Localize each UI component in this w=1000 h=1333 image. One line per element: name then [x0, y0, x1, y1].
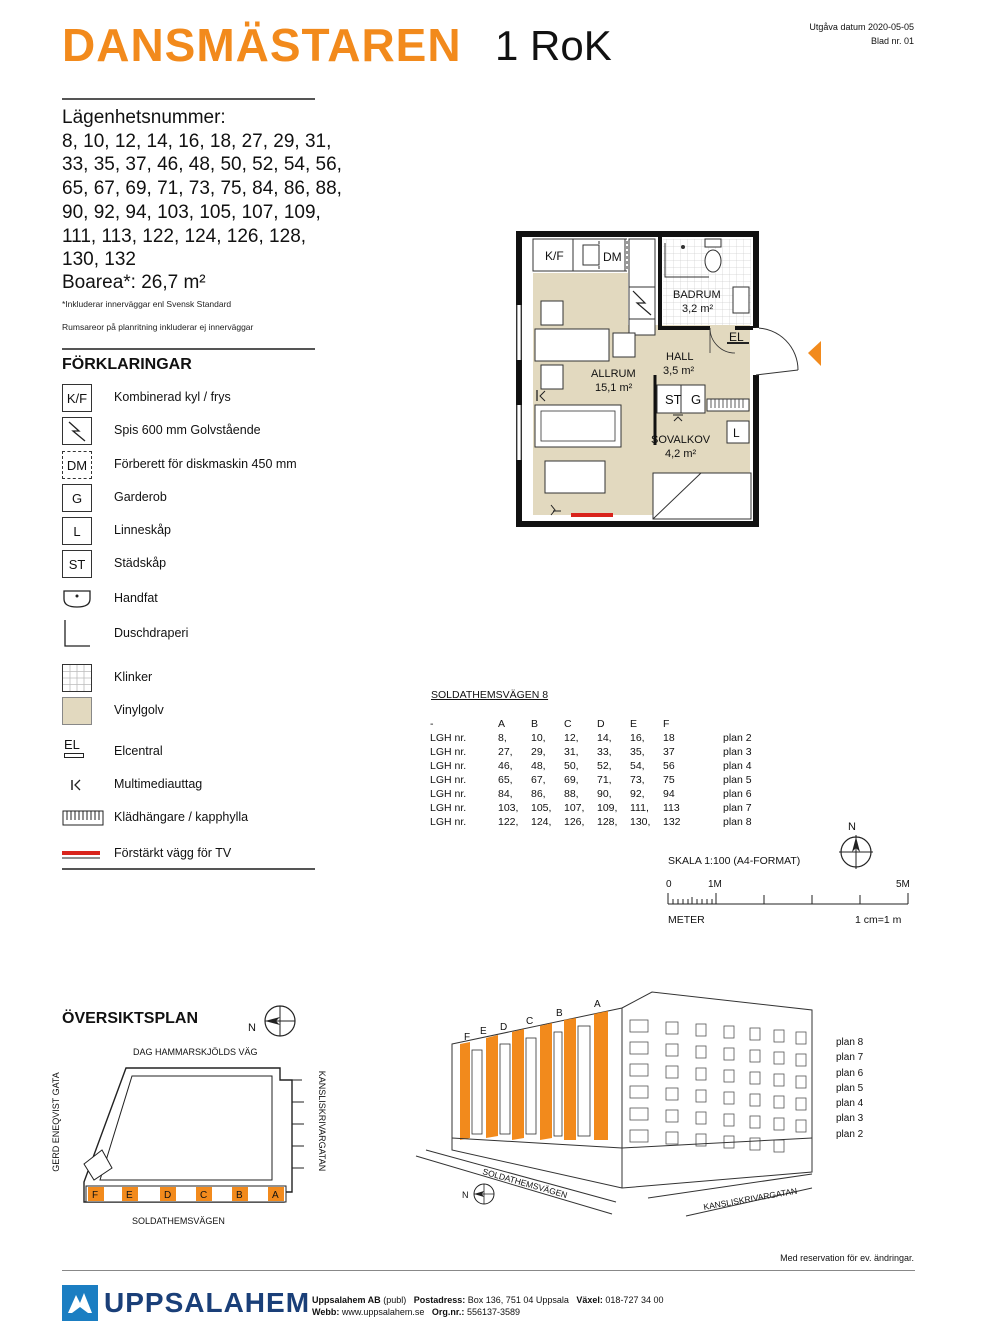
shower-curtain-icon: [62, 620, 92, 648]
company-info: Uppsalahem AB (publ) Postadress: Box 136, 751 04 Uppsala Växel: 018-727 34 00 Webb: www.uppsalahem.se Org.nr.: 556137-3589: [312, 1295, 664, 1317]
apartment-line: 111, 113, 122, 124, 126, 128,: [62, 225, 307, 247]
north-arrow-icon: [836, 818, 878, 870]
sink-icon: [62, 585, 92, 613]
table-row: LGH nr. 122, 124, 126, 128, 130, 132 plan 8: [430, 816, 752, 828]
plan-label: plan 3: [836, 1113, 864, 1125]
legend-text: Förstärkt vägg för TV: [114, 846, 232, 860]
vinyl-floor-icon: [62, 697, 92, 725]
legend-text: Förberett för diskmaskin 450 mm: [114, 457, 297, 471]
legend-text: Städskåp: [114, 556, 167, 570]
legend-item: [62, 550, 322, 582]
legend-item: [62, 484, 322, 516]
plan-label: plan 2: [836, 1128, 864, 1140]
room-area-note: Rumsareor på planritning inkluderar ej innerväggar: [62, 322, 254, 332]
svg-text:B: B: [556, 1008, 563, 1019]
bathroom-area: 3,2 m²: [682, 303, 714, 315]
table-cell: D: [597, 718, 605, 730]
apartment-numbers: [62, 106, 362, 272]
svg-text:C: C: [526, 1016, 534, 1027]
legend-item: [62, 620, 322, 652]
legend-text: Klinker: [114, 670, 153, 684]
apartment-line: 8, 10, 12, 14, 16, 18, 27, 29, 31,: [62, 130, 332, 152]
apartment-line: 130, 132: [62, 249, 136, 271]
alcove-label: SOVALKOV: [651, 434, 711, 446]
table-cell: -: [430, 718, 434, 730]
apartment-line: 33, 35, 37, 46, 48, 50, 52, 54, 56,: [62, 154, 342, 176]
svg-text:D: D: [500, 1022, 508, 1033]
table-cell: [723, 718, 752, 732]
project-title: DANSMÄSTAREN: [62, 19, 462, 71]
alcove-area: 4,2 m²: [665, 448, 697, 460]
svg-text:A: A: [272, 1190, 279, 1201]
issue-meta: [809, 20, 914, 48]
legend-text: Vinylgolv: [114, 703, 164, 717]
divider: [62, 98, 315, 100]
fridge-freezer-icon: K/F: [62, 384, 92, 412]
table-row: LGH nr. 8, 10, 12, 14, 16, 18 plan 2: [430, 732, 752, 744]
scale-five: 5M: [896, 879, 910, 890]
svg-text:SOLDATHEMSVÄGEN: SOLDATHEMSVÄGEN: [481, 1166, 569, 1201]
linen-cabinet-icon: L: [62, 517, 92, 545]
legend-item: [62, 451, 322, 483]
legend-item: [62, 771, 322, 803]
plan-label: plan 7: [836, 1052, 864, 1064]
overview-north-icon: [248, 1003, 300, 1039]
legend-item: [62, 738, 322, 770]
dishwasher-icon: DM: [62, 451, 92, 479]
plan-label: plan 6: [836, 1067, 864, 1079]
svg-text:C: C: [200, 1190, 208, 1201]
legend-text: Klädhängare / kapphylla: [114, 810, 249, 824]
kf-label: K/F: [545, 249, 564, 263]
table-row: LGH nr. 27, 29, 31, 33, 35, 37 plan 3: [430, 746, 752, 758]
overview-map: [80, 1062, 310, 1212]
legend-text: Kombinerad kyl / frys: [114, 390, 231, 404]
svg-text:N: N: [248, 1022, 256, 1034]
overview-title: ÖVERSIKTSPLAN: [62, 1010, 199, 1027]
legend-text: Linneskåp: [114, 523, 171, 537]
svg-text:N: N: [848, 821, 856, 833]
apartment-label: Lägenhetsnummer:: [62, 107, 226, 128]
svg-text:KANSLISKRIVARGATAN: KANSLISKRIVARGATAN: [702, 1185, 798, 1212]
apartment-line: 65, 67, 69, 71, 73, 75, 84, 86, 88,: [62, 178, 342, 200]
footer-divider: [62, 1270, 915, 1271]
table-cell: B: [531, 718, 539, 730]
street-bottom: SOLDATHEMSVÄGEN: [132, 1216, 225, 1226]
logo-text: UPPSALAHEM: [104, 1287, 311, 1318]
legend-item: [62, 664, 322, 696]
electrical-panel-icon: EL: [62, 738, 92, 766]
scale-unit: METER: [668, 914, 705, 926]
svg-text:D: D: [164, 1190, 172, 1201]
dm-label: DM: [603, 250, 622, 264]
table-row: LGH nr. 65, 67, 69, 71, 73, 75 plan 5: [430, 774, 752, 786]
svg-text:E: E: [126, 1190, 133, 1201]
table-row: LGH nr. 46, 48, 50, 52, 54, 56 plan 4: [430, 760, 752, 772]
svg-text:E: E: [480, 1026, 487, 1037]
living-area: Boarea*: 26,7 m²: [62, 272, 206, 293]
plan-label: plan 4: [836, 1098, 864, 1110]
table-cell: C: [564, 718, 572, 730]
hall-label: HALL: [666, 351, 694, 363]
svg-text:B: B: [236, 1190, 243, 1201]
legend-text: Spis 600 mm Golvstående: [114, 423, 261, 437]
legend-text: Duschdraperi: [114, 626, 189, 640]
plan-label: plan 5: [836, 1082, 864, 1094]
legend-item: [62, 417, 322, 449]
website-link[interactable]: www.uppsalahem.se: [341, 1307, 425, 1317]
divider: [62, 868, 315, 870]
g-label: G: [691, 392, 702, 407]
apartment-table: [430, 718, 752, 830]
table-row: LGH nr. 103, 105, 107, 109, 111, 113 plan 7: [430, 802, 752, 814]
el-label: EL: [729, 330, 744, 344]
building-illustration: [412, 988, 832, 1223]
tv-wall: [571, 513, 613, 517]
apartment-type: 1 RoK: [495, 22, 612, 69]
legend-title: FÖRKLARINGAR: [62, 356, 192, 373]
legend-item: [62, 804, 322, 836]
street-top: DAG HAMMARSKJÖLDS VÄG: [133, 1047, 258, 1057]
st-label: ST: [665, 392, 682, 407]
cleaning-cabinet-icon: ST: [62, 550, 92, 578]
legend-text: Multimediauttag: [114, 777, 203, 791]
scale-zero: 0: [666, 879, 672, 890]
hall-area: 3,5 m²: [663, 365, 695, 377]
svg-text:F: F: [92, 1190, 99, 1201]
legend-text: Elcentral: [114, 744, 163, 758]
legend-text: Handfat: [114, 591, 158, 605]
floor-plan: [505, 225, 835, 535]
svg-text:A: A: [594, 999, 601, 1010]
area-note: *Inkluderar innerväggar enl Svensk Standard: [62, 299, 232, 309]
legend-item: [62, 517, 322, 549]
plan-label: plan 8: [836, 1037, 864, 1048]
sheet-number: Blad nr. 01: [870, 36, 914, 46]
svg-text:N: N: [462, 1190, 469, 1200]
media-outlet-icon: [62, 771, 92, 799]
svg-text:F: F: [464, 1032, 471, 1043]
legend-item: [62, 585, 322, 617]
legend-text: Garderob: [114, 490, 167, 504]
apartment-line: 90, 92, 94, 103, 105, 107, 109,: [62, 201, 321, 223]
scale-ratio: 1 cm=1 m: [855, 914, 902, 926]
table-cell: F: [663, 718, 670, 730]
wardrobe-icon: G: [62, 484, 92, 512]
scale-bar: [666, 891, 912, 907]
street-left: GERD ENEQVIST GATA: [51, 1072, 61, 1172]
plan-levels: [836, 1035, 863, 1142]
legend-item: [62, 384, 322, 416]
divider: [62, 348, 315, 350]
table-title: SOLDATHEMSVÄGEN 8: [431, 689, 549, 701]
table-header-row: [430, 718, 752, 732]
scale-one: 1M: [708, 879, 722, 890]
hanger-icon: [62, 804, 104, 832]
table-cell: A: [498, 718, 506, 730]
street-right: KANSLISKRIVARGATAN: [317, 1070, 327, 1172]
l-label: L: [733, 426, 740, 440]
living-room-label: ALLRUM: [591, 368, 636, 380]
stove-icon: [62, 417, 92, 445]
bathroom-label: BADRUM: [673, 289, 721, 301]
table-cell: E: [630, 718, 638, 730]
reservation-note: Med reservation för ev. ändringar.: [780, 1253, 914, 1263]
scale-label: SKALA 1:100 (A4-FORMAT): [668, 855, 801, 867]
tile-icon: [62, 664, 92, 692]
living-room-area: 15,1 m²: [595, 382, 633, 394]
legend-item: [62, 697, 322, 729]
issue-date: Utgåva datum 2020-05-05: [809, 22, 914, 32]
tv-wall-icon: [62, 840, 102, 868]
uppsalahem-logo-icon: [62, 1285, 98, 1321]
table-row: LGH nr. 84, 86, 88, 90, 92, 94 plan 6: [430, 788, 752, 800]
entrance-marker: [808, 341, 821, 366]
